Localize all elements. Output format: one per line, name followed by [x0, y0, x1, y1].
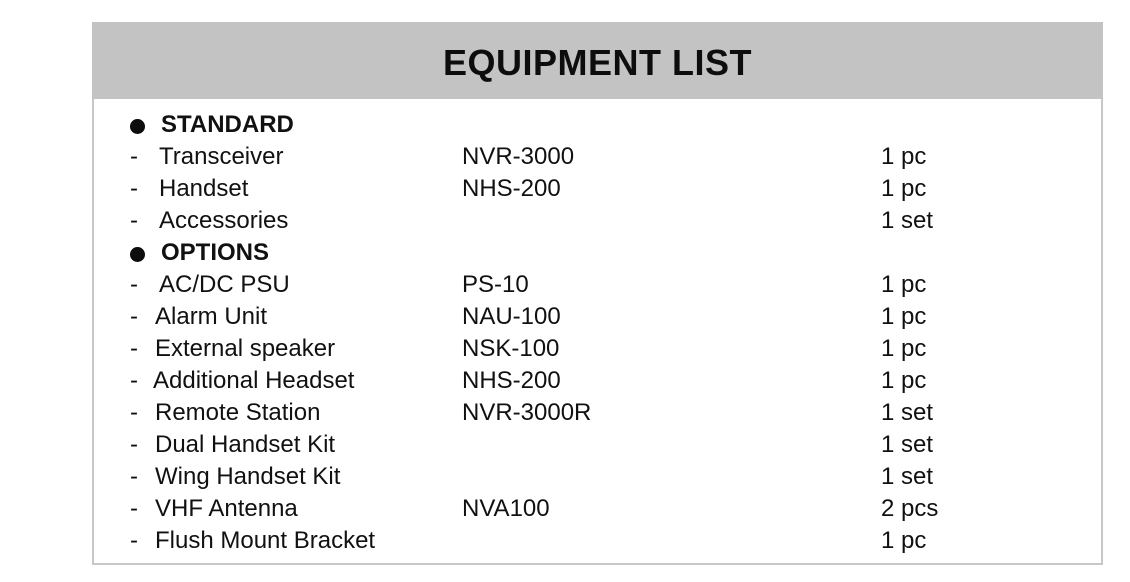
item-name: Alarm Unit [155, 303, 268, 330]
item-model: PS-10 [462, 271, 529, 298]
list-item [94, 173, 1101, 205]
item-model: NHS-200 [462, 175, 561, 202]
section-options [94, 237, 1101, 269]
list-item [94, 269, 1101, 301]
item-name: Remote Station [155, 399, 321, 426]
list-item [94, 141, 1101, 173]
item-quantity: 1 set [881, 207, 934, 234]
item-name: Transceiver [159, 143, 284, 170]
item-quantity: 1 pc [881, 175, 927, 202]
item-model: NHS-200 [462, 367, 561, 394]
item-quantity: 1 pc [881, 335, 927, 362]
equipment-list-title: EQUIPMENT LIST [442, 41, 752, 83]
list-item [94, 397, 1101, 429]
list-item [94, 333, 1101, 365]
list-item [94, 493, 1101, 525]
item-quantity: 1 set [881, 431, 934, 458]
item-name: Handset [159, 175, 249, 202]
item-quantity: 1 pc [881, 367, 927, 394]
item-name: External speaker [155, 335, 336, 362]
item-name: Additional Headset [153, 367, 355, 394]
item-model: NVR-3000 [462, 143, 575, 170]
list-item [94, 205, 1101, 237]
equipment-list-content [94, 109, 1101, 557]
item-quantity: 1 set [881, 463, 934, 490]
dash-marker: - [130, 335, 138, 362]
item-quantity: 1 pc [881, 527, 927, 554]
item-model: NVA100 [462, 495, 550, 522]
list-item [94, 429, 1101, 461]
dash-marker: - [130, 399, 138, 426]
section-standard [94, 109, 1101, 141]
item-quantity: 2 pcs [881, 495, 939, 522]
item-quantity: 1 pc [881, 271, 927, 298]
dash-marker: - [130, 303, 138, 330]
item-quantity: 1 set [881, 399, 934, 426]
dash-marker: - [130, 175, 138, 202]
equipment-list-header [92, 22, 1103, 99]
dash-marker: - [130, 495, 138, 522]
dash-marker: - [130, 463, 138, 490]
dash-marker: - [130, 143, 138, 170]
item-model: NSK-100 [462, 335, 560, 362]
list-item [94, 461, 1101, 493]
item-name: Accessories [159, 207, 289, 234]
equipment-list-panel [92, 22, 1103, 565]
item-name: Dual Handset Kit [155, 431, 336, 458]
dash-marker: - [130, 271, 138, 298]
list-item [94, 301, 1101, 333]
item-name: Flush Mount Bracket [155, 527, 376, 554]
dash-marker: - [130, 527, 138, 554]
section-heading: OPTIONS [161, 239, 270, 266]
item-quantity: 1 pc [881, 303, 927, 330]
bullet-icon [130, 247, 145, 262]
dash-marker: - [130, 431, 138, 458]
list-item [94, 365, 1101, 397]
item-model: NAU-100 [462, 303, 561, 330]
bullet-icon [130, 119, 145, 134]
item-model: NVR-3000R [462, 399, 592, 426]
list-item [94, 525, 1101, 557]
dash-marker: - [130, 207, 138, 234]
item-name: VHF Antenna [155, 495, 298, 522]
dash-marker: - [130, 367, 138, 394]
section-heading: STANDARD [161, 111, 294, 138]
item-name: AC/DC PSU [159, 271, 290, 298]
item-quantity: 1 pc [881, 143, 927, 170]
item-name: Wing Handset Kit [155, 463, 341, 490]
